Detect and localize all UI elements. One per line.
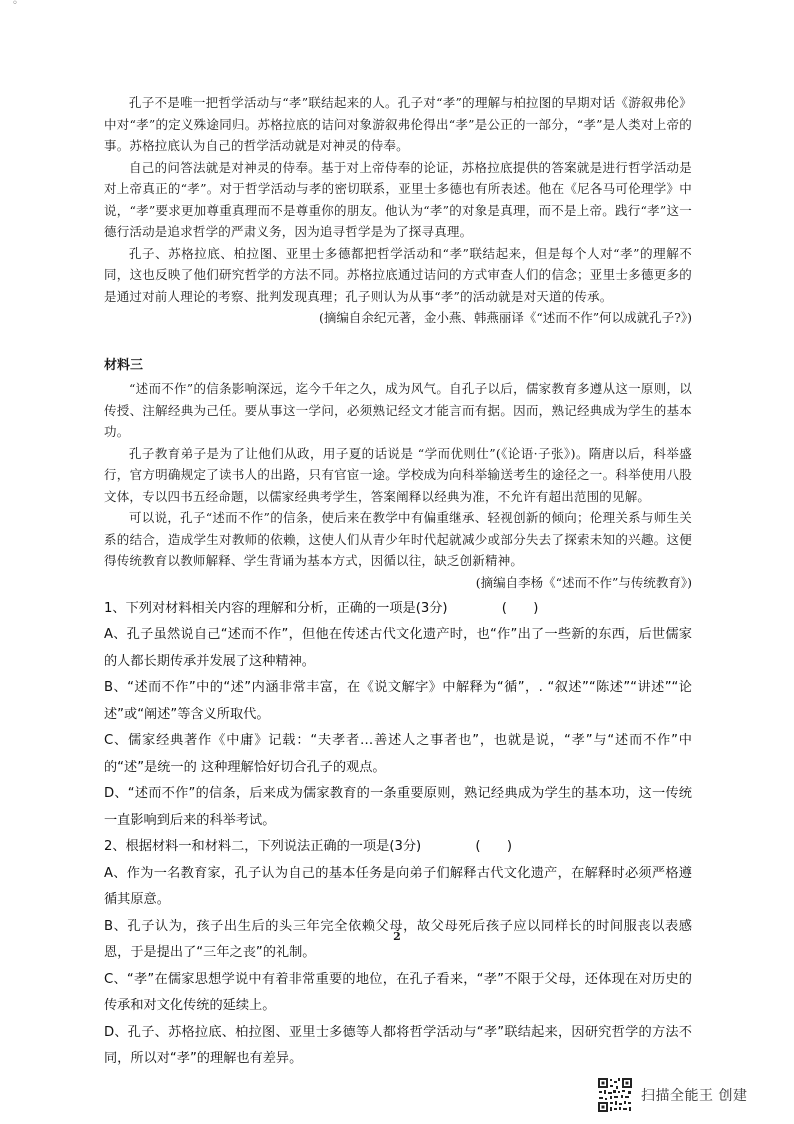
scanner-watermark	[597, 1077, 787, 1113]
question-1-option-d: D、“述而不作”的信条，后来成为儒家教育的一条重要原则，熟记经典成为学生的基本功，这一传统一直影响到后来的科举考试。	[104, 786, 692, 828]
question-1-answer-blank: ( )	[501, 600, 539, 616]
question-1-stem	[104, 596, 692, 623]
document-page	[104, 92, 692, 1073]
material-three-paragraph: “述而不作”的信条影响深远，迄今千年之久，成为风气。自孔子以后，儒家教育多遵从这一原则，以传授、注解经典为己任。要从事这一学问，必须熟记经文才能言而有据。因而，熟记经典成为学生的基本功。	[104, 381, 692, 439]
question-1-option-c: C、儒家经典著作《中庸》记载：“夫孝者…善述人之事者也”，也就是说，“孝”与“述而不作”中的“述”是统一的 这种理解恰好切合孔子的观点。	[104, 733, 692, 775]
question-2-text: 2、根据材料一和材料二，下列说法正确的一项是(3分)	[104, 839, 422, 854]
material-two-paragraph: 自己的问答法就是对神灵的侍奉。基于对上帝侍奉的论证，苏格拉底提供的答案就是进行哲学活动是对上帝真正的“孝”。对于哲学活动与孝的密切联系，亚里士多德也有所表述。他在《尼各马可伦理学》中说，“孝”要求更加尊重真理而不是尊重你的朋友。他认为“孝”的对象是真理，而不是上帝。践行“孝”这一德行活动是追求哲学的严肃义务，因为追寻哲学是为了探寻真理。	[104, 159, 692, 239]
corner-mark: ◦	[12, 0, 18, 9]
page-number: 2	[393, 930, 401, 943]
material-three-paragraph: 可以说，孔子“述而不作”的信条，使后来在教学中有偏重继承、轻视创新的倾向；伦理关系与师生关系的结合，造成学生对教师的依赖，这使人们从青少年时代起就减少或部分失去了探索未知的兴趣。这便得传统教育以教师解释、学生背诵为基本方式，因循以往，缺乏创新精神。	[104, 510, 692, 568]
qr-code-icon	[597, 1077, 633, 1113]
question-section	[104, 596, 692, 1073]
question-1-option-a: A、孔子虽然说自己“述而不作”，但他在传述古代文化遗产时，也“作”出了一些新的东西，后世儒家的人都长期传承并发展了这种精神。	[104, 627, 692, 669]
material-two	[104, 92, 692, 329]
question-2-option-a: A、作为一名教育家，孔子认为自己的基本任务是向弟子们解释古代文化遗产，在解释时必须严格遵循其原意。	[104, 865, 692, 907]
question-2-stem	[104, 834, 692, 861]
scanner-app-label: 扫描全能王 创建	[641, 1088, 748, 1104]
material-two-paragraph: 孔子、苏格拉底、柏拉图、亚里士多德都把哲学活动和“孝”联结起来，但是每个人对“孝”的理解不同，这也反映了他们研究哲学的方法不同。苏格拉底通过诘问的方式审查人们的信念；亚里士多德更多的是通过对前人理论的考察、批判发现真理；孔子则认为从事“孝”的活动就是对天道的传承。	[104, 245, 692, 304]
material-three	[104, 356, 692, 594]
question-2-answer-blank: ( )	[475, 839, 513, 854]
question-2-option-b: B、孔子认为，孩子出生后的头三年完全依赖父母，故父母死后孩子应以同样长的时间服丧以表感恩，于是提出了“三年之丧”的礼制。	[104, 918, 692, 960]
question-1-option-b: B、“述而不作”中的“述”内涵非常丰富，在《说文解字》中解释为“循”，. “叙述”“陈述”“讲述”“论述”或“阐述”等含义所取代。	[104, 680, 692, 722]
material-two-paragraph: 孔子不是唯一把哲学活动与“孝”联结起来的人。孔子对“孝”的理解与柏拉图的早期对话《游叙弗伦》中对“孝”的定义殊途同归。苏格拉底的诘问对象游叙弗伦得出“孝”是公正的一部分，“孝”是人类对上帝的事。苏格拉底认为自己的哲学活动就是对神灵的侍奉。	[104, 95, 692, 153]
question-2-option-c: C、“孝”在儒家思想学说中有着非常重要的地位，在孔子看来，“孝”不限于父母，还体现在对历史的传承和对文化传统的延续上。	[104, 971, 692, 1013]
question-2-option-d: D、孔子、苏格拉底、柏拉图、亚里士多德等人都将哲学活动与“孝”联结起来，因研究哲学的方法不同，所以对“孝”的理解也有差异。	[104, 1024, 692, 1066]
material-three-paragraph: 孔子教育弟子是为了让他们从政，用子夏的话说是 “学而优则仕”(《论语·子张》)。隋唐以后，科举盛行，官方明确规定了读书人的出路，只有官宦一途。学校成为向科举输送考生的途径之一。科举使用八股文体，专以四书五经命题，以儒家经典考学生，答案阐释以经典为准，不允许有超出范围的见解。	[104, 445, 692, 504]
material-three-heading: 材料三	[104, 358, 144, 373]
material-three-source: (摘编自李杨《“述而不作”与传统教育》)	[475, 574, 692, 590]
material-two-source: (摘编自余纪元著，金小燕、韩燕丽译《“述而不作”何以成就孔子?》)	[319, 310, 692, 325]
question-1-text: 1、下列对材料相关内容的理解和分析，正确的一项是(3分)	[104, 600, 448, 616]
